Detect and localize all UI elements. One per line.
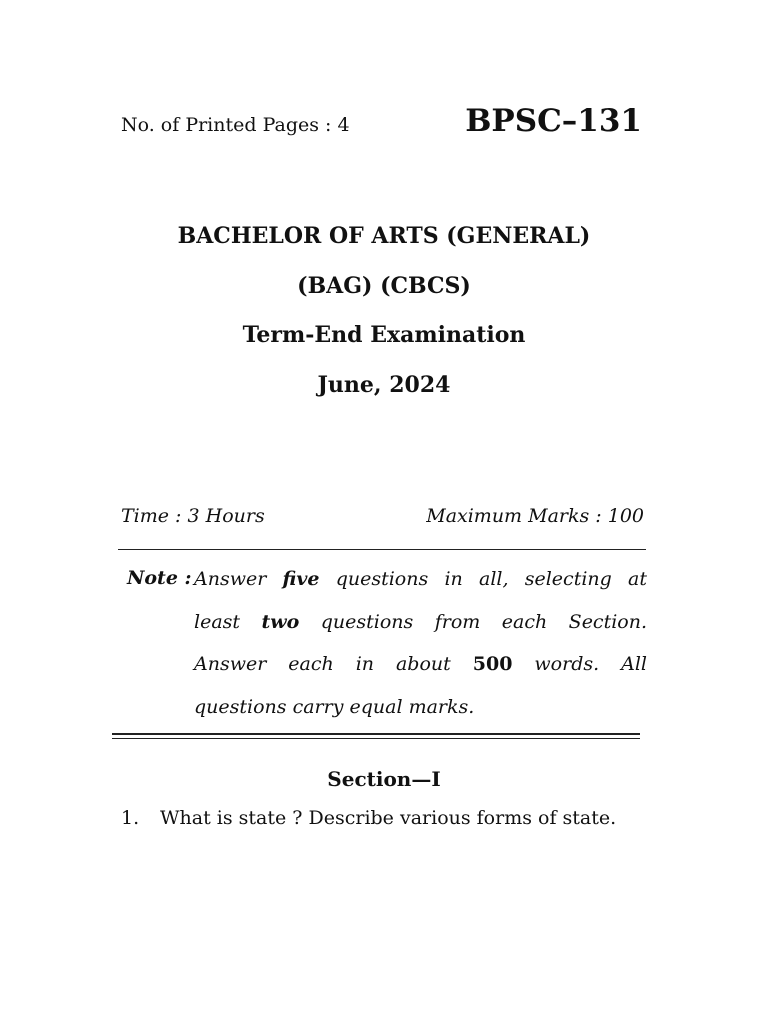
time-allowed: Time : 3 Hours <box>121 505 265 527</box>
note-instructions <box>194 558 647 728</box>
scheme-title: (BAG) (CBCS) <box>297 273 471 299</box>
double-rule-bottom <box>112 738 640 739</box>
note-emphasis-two: two <box>261 610 300 633</box>
exam-session: June, 2024 <box>317 372 451 398</box>
question-text: What is state ? Describe various forms of state. <box>160 807 617 829</box>
note-line-4: questions carry equal marks. <box>194 695 475 718</box>
printed-pages-count: No. of Printed Pages : 4 <box>121 114 350 136</box>
question-number: 1. <box>121 807 140 829</box>
section-heading: Section—I <box>327 767 441 791</box>
note-emphasis-500: 500 <box>472 653 513 675</box>
note-emphasis-five: five <box>282 568 320 590</box>
paper-code: BPSC–131 <box>465 103 642 139</box>
note-line-1: Answer five questions in all, selecting at <box>194 568 647 590</box>
note-line-2: least two questions from each Section. <box>194 610 648 633</box>
divider-rule <box>118 549 646 550</box>
exam-title: Term-End Examination <box>242 322 526 348</box>
note-line-3: Answer each in about 500 words. All <box>194 653 647 675</box>
double-rule-top <box>112 733 640 735</box>
note-label: Note : <box>127 567 192 589</box>
maximum-marks: Maximum Marks : 100 <box>426 505 644 527</box>
programme-title: BACHELOR OF ARTS (GENERAL) <box>177 223 591 249</box>
